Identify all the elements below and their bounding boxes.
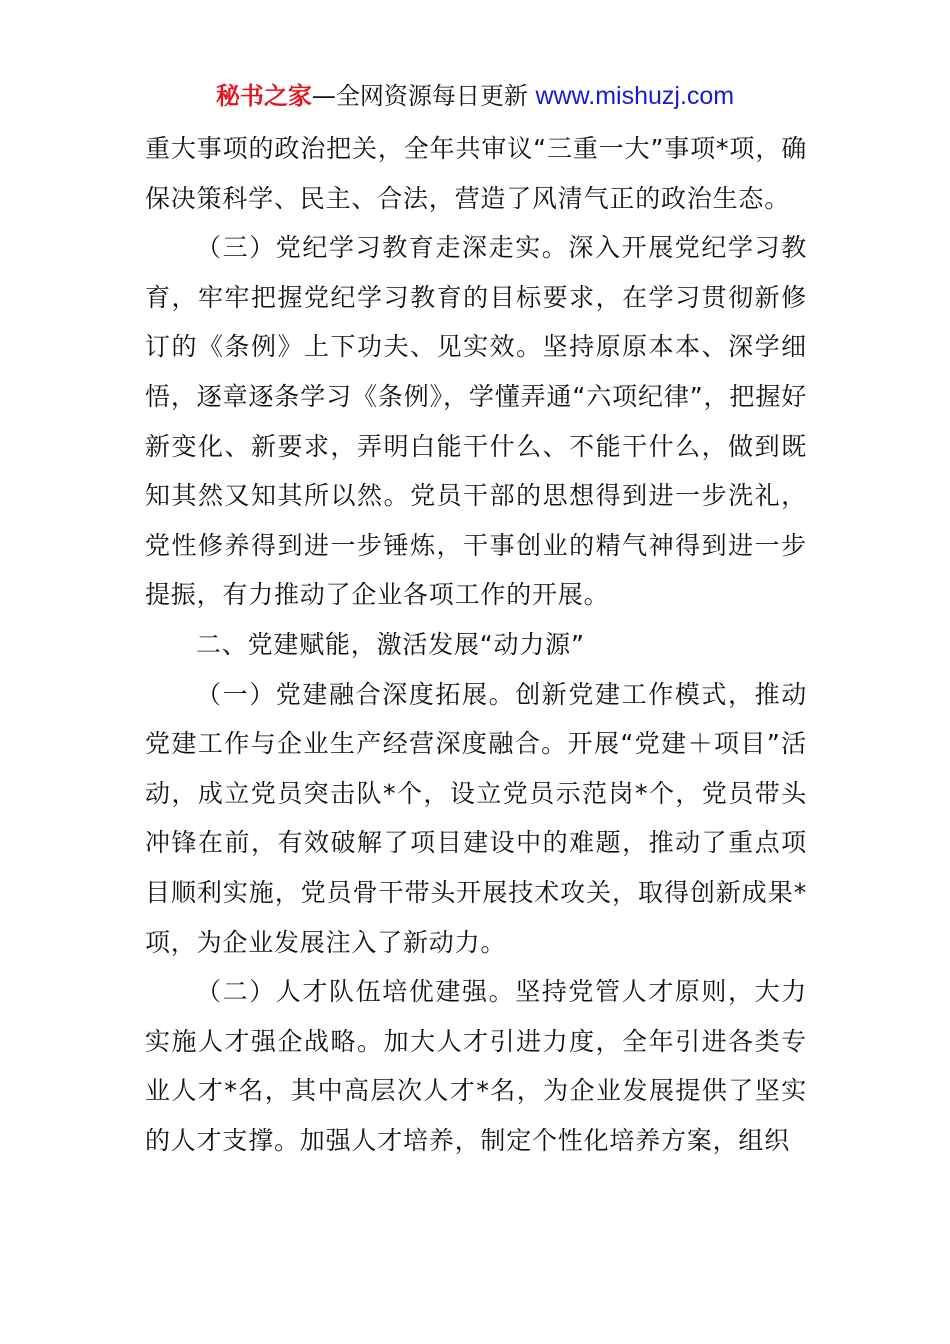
paragraph-3: （一）党建融合深度拓展。创新党建工作模式，推动党建工作与企业生产经营深度融合。开展“党建＋项目”活动，成立党员突击队*个，设立党员示范岗*个，党员带头冲锋在前，有效破解了项目建设中的难题，推动了重点项目顺利实施，党员骨干带头开展技术攻关，取得创新成果*项，为企业发展注入了新动力。 (145, 679, 807, 957)
section-heading-2: 二、党建赋能，激活发展“动力源” (196, 629, 585, 659)
header-slogan: —全网资源每日更新 (311, 82, 536, 110)
paragraph-1: 重大事项的政治把关，全年共审议“三重一大”事项*项，确保决策科学、民主、合法，营造了风清气正的政治生态。 (145, 134, 807, 213)
site-url[interactable]: www.mishuzj.com (535, 82, 735, 110)
paragraph-4: （二）人才队伍培优建强。坚持党管人才原则，大力实施人才强企战略。加大人才引进力度，全年引进各类专业人才*名，其中高层次人才*名，为企业发展提供了坚实的人才支撑。加强人才培养，制定个性化培养方案，组织 (145, 977, 807, 1155)
site-header (0, 78, 950, 114)
document-body (145, 124, 807, 1165)
brand-name: 秘书之家 (215, 82, 312, 110)
paragraph-2: （三）党纪学习教育走深走实。深入开展党纪学习教育，牢牢把握党纪学习教育的目标要求，在学习贯彻新修订的《条例》上下功夫、见实效。坚持原原本本、深学细悟，逐章逐条学习《条例》，学懂弄通“六项纪律”，把握好新变化、新要求，弄明白能干什么、不能干什么，做到既知其然又知其所以然。党员干部的思想得到进一步洗礼，党性修养得到进一步锤炼，干事创业的精气神得到进一步提振，有力推动了企业各项工作的开展。 (145, 233, 807, 610)
